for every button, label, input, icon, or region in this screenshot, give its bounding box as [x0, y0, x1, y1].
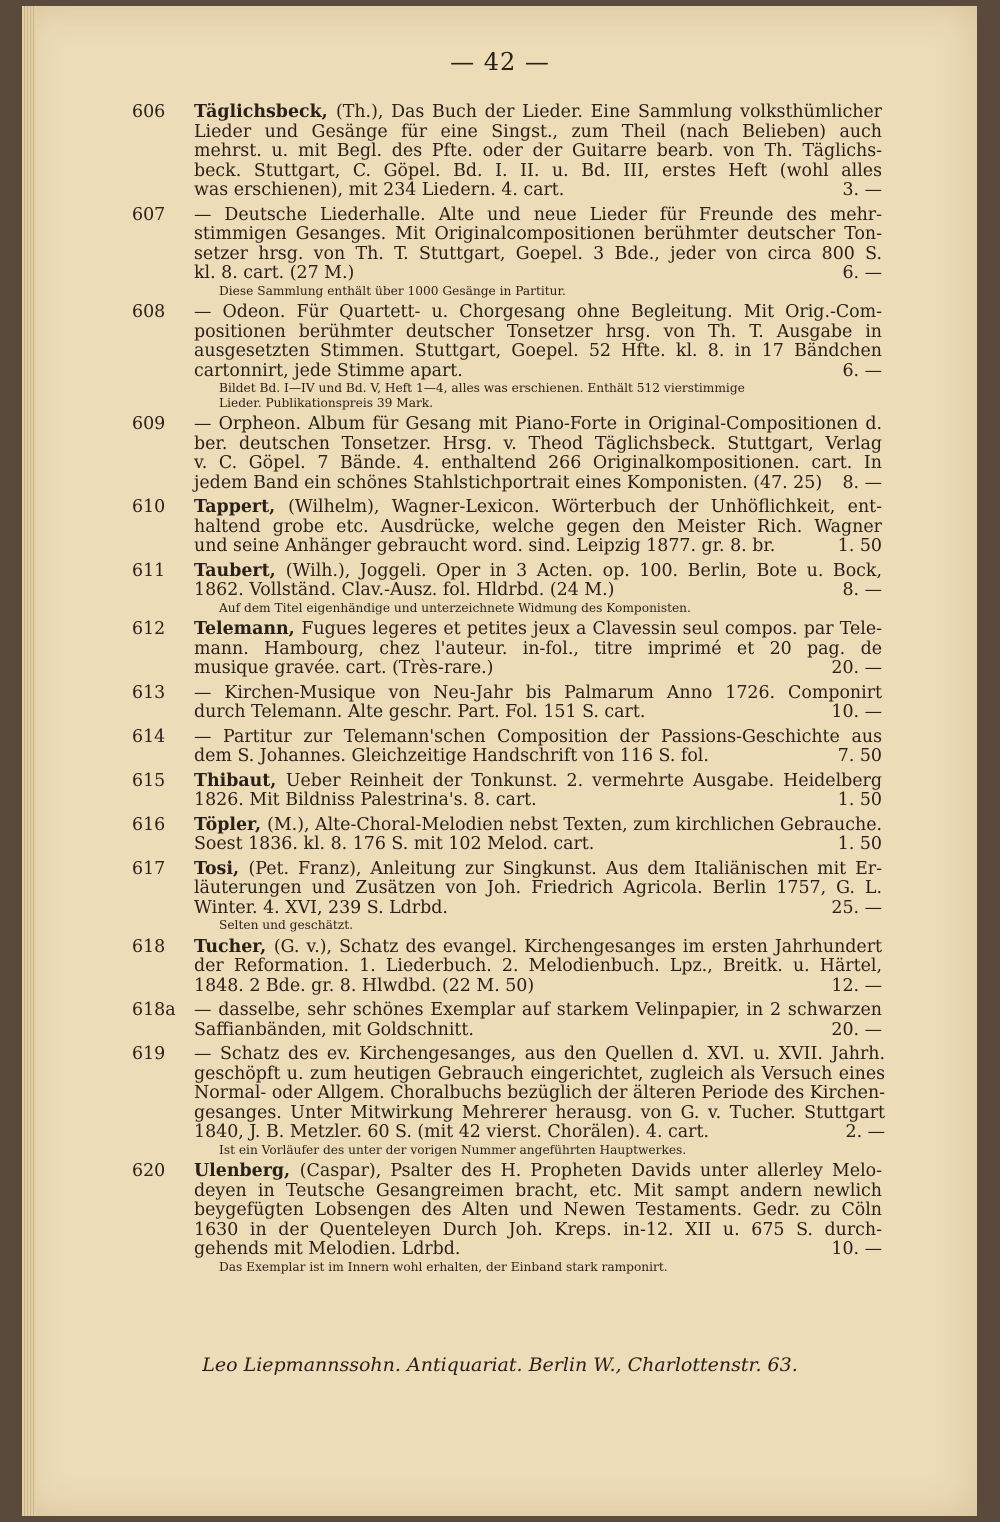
entry-line: geschöpft u. zum heutigen Gebrauch eingerichtet, zugleich als Versuch eines [194, 1063, 886, 1084]
entry-line: Töpler, (M.), Alte-Choral-Melodien nebst Texten, zum kirchlichen Gebrauche. [194, 814, 883, 835]
entry-line: — Deutsche Liederhalle. Alte und neue Lieder für Freunde des mehr- [194, 204, 882, 225]
entry-line: setzer hrsg. von Th. T. Stuttgart, Goepel. 3 Bde., jeder von circa 800 S. [194, 243, 882, 264]
entry-number: 608 [132, 302, 166, 322]
entry-line: mann. Hambourg, chez l'auteur. in-fol., titre imprimé et 20 pag. de [194, 638, 882, 659]
entry-line: Tappert, (Wilhelm), Wagner-Lexicon. Wörterbuch der Unhöflichkeit, ent- [194, 497, 883, 517]
entry-note: Ist ein Vorläufer des unter der vorigen Nummer angeführten Hauptwerkes. [219, 1142, 687, 1157]
entry-price: 1. 50 [837, 790, 882, 810]
catalog-entry [132, 620, 882, 679]
entry-number: 616 [132, 814, 166, 835]
catalog-entry [132, 206, 882, 299]
catalog-entry [132, 938, 882, 997]
catalog-entry [132, 415, 882, 493]
entry-line: positionen berühmter deutscher Tonsetzer hrsg. von Th. T. Ausgabe in [194, 321, 882, 342]
entry-note: Das Exemplar ist im Innern wohl erhalten, der Einband stark ramponirt. [219, 1259, 668, 1274]
catalog-entry [132, 103, 882, 201]
entry-line: Saffianbänden, mit Goldschnitt. 20. — [194, 1019, 882, 1040]
entry-line: — dasselbe, sehr schönes Exemplar auf starkem Velinpapier, in 2 schwarzen [194, 1000, 882, 1020]
entry-number: 613 [132, 682, 166, 703]
entry-line: Lieder und Gesänge für eine Singst., zum Theil (nach Belieben) auch [194, 121, 882, 142]
catalog-entry [132, 498, 882, 557]
entry-number: 620 [132, 1161, 166, 1181]
entry-price: 3. — [842, 180, 882, 200]
author-name: Tucher, [194, 936, 274, 957]
entry-line: Soest 1836. kl. 8. 176 S. mit 102 Melod. cart. 1. 50 [194, 834, 882, 854]
entry-number: 617 [132, 858, 166, 879]
entry-line: ber. deutschen Tonsetzer. Hrsg. v. Theod Täglichsbeck. Stuttgart, Verlag [194, 433, 882, 454]
entry-line: — Kirchen-Musique von Neu-Jahr bis Palmarum Anno 1726. Componirt [194, 682, 882, 703]
entry-price: 2. — [845, 1122, 886, 1142]
entry-number: 618 [132, 936, 166, 957]
entry-note: Auf dem Titel eigenhändige und unterzeichnete Widmung des Komponisten. [219, 600, 691, 615]
entry-line: dem S. Johannes. Gleichzeitige Handschrift von 116 S. fol. 7. 50 [194, 746, 882, 766]
catalog-entry [132, 772, 882, 811]
entry-price: 20. — [831, 1019, 882, 1040]
author-name: Tosi, [194, 858, 249, 879]
entry-price: 10. — [831, 702, 882, 722]
entry-number: 615 [132, 770, 166, 791]
catalog-entry [132, 1162, 882, 1274]
entry-line: 1826. Mit Bildniss Palestrina's. 8. cart. 1. 50 [194, 790, 882, 810]
entry-line: — Odeon. Für Quartett- u. Chorgesang ohne Begleitung. Mit Orig.-Com- [194, 302, 882, 322]
entry-line: Taubert, (Wilh.), Joggeli. Oper in 3 Acten. op. 100. Berlin, Bote u. Bock, [194, 560, 882, 581]
entry-line: der Reformation. 1. Liederbuch. 2. Melodienbuch. Lpz., Breitk. u. Härtel, [194, 956, 882, 976]
entry-line: beygefügten Lobsengen des Alten und Newen Testaments. Gedr. zu Cöln [194, 1200, 882, 1220]
entry-number: 606 [132, 102, 166, 122]
entry-line: ausgesetzten Stimmen. Stuttgart, Goepel. 52 Hfte. kl. 8. in 17 Bändchen [194, 341, 882, 361]
entry-line: stimmigen Gesanges. Mit Originalcompositionen berühmter deutscher Ton- [194, 224, 882, 244]
entry-price: 8. — [842, 472, 882, 493]
entry-line: und seine Anhänger gebraucht word. sind. Leipzig 1877. gr. 8. br. 1. 50 [194, 536, 882, 556]
entry-line: Telemann, Fugues legeres et petites jeux a Clavessin seul compos. par Tele- [194, 619, 882, 639]
catalog-entry [132, 816, 882, 855]
entry-line: Normal- oder Allgem. Choralbuchs bezüglich der älteren Periode des Kirchen- [194, 1083, 886, 1103]
entry-note: Lieder. Publikationspreis 39 Mark. [219, 395, 434, 410]
author-name: Tappert, [194, 497, 289, 517]
entry-line: 1848. 2 Bde. gr. 8. Hlwdbd. (22 M. 50) 12. — [194, 975, 882, 996]
entry-line: Ulenberg, (Caspar), Psalter des H. Propheten Davids unter allerley Melo- [194, 1161, 882, 1181]
entry-line: musique gravée. cart. (Très-rare.) 20. — [194, 658, 882, 678]
author-name: Ulenberg, [194, 1161, 300, 1181]
catalog-entries [132, 102, 886, 1279]
catalog-entry [132, 562, 882, 616]
page-edge [22, 6, 36, 1516]
author-name: Töpler, [194, 814, 268, 835]
entry-price: 10. — [831, 1239, 882, 1259]
entry-line: 1862. Vollständ. Clav.-Ausz. fol. Hldrbd. (24 M.) 8. — [194, 580, 882, 600]
entry-price: 6. — [842, 263, 882, 283]
entry-line: gesanges. Unter Mitwirkung Mehrerer herausg. von G. v. Tucher. Stuttgart [194, 1102, 886, 1123]
entry-number: 609 [132, 414, 166, 434]
entry-price: 1. 50 [837, 834, 882, 854]
entry-note: Diese Sammlung enthält über 1000 Gesänge in Partitur. [219, 283, 566, 298]
catalog-entry [132, 860, 882, 933]
entry-number: 618a [132, 1000, 176, 1020]
entry-note: Bildet Bd. I—IV und Bd. V, Heft 1—4, alles was erschienen. Enthält 512 vierstimmige [219, 381, 745, 395]
author-name: Taubert, [194, 560, 286, 581]
catalog-entry [132, 1001, 882, 1040]
entry-price: 8. — [842, 580, 882, 600]
entry-price: 12. — [831, 975, 882, 996]
entry-line: v. C. Göpel. 7 Bände. 4. enthaltend 266 Originalkompositionen. cart. In [194, 453, 882, 473]
entry-price: 25. — [831, 897, 882, 918]
entry-price: 1. 50 [837, 536, 882, 556]
entry-line: 1840, J. B. Metzler. 60 S. (mit 42 vierst. Chorälen). 4. cart. 2. — [194, 1122, 886, 1142]
entry-line: Winter. 4. XVI, 239 S. Ldrbd. 25. — [194, 897, 882, 918]
entry-line: cartonnirt, jede Stimme apart. 6. — [194, 360, 882, 381]
entry-number: 610 [132, 497, 166, 517]
entry-line: jedem Band ein schönes Stahlstichportrait eines Komponisten. (47. 25) 8. — [194, 472, 882, 493]
page-number: — 42 — [450, 48, 550, 76]
entry-line: beck. Stuttgart, C. Göpel. Bd. I. II. u. Bd. III, erstes Heft (wohl alles [194, 160, 882, 181]
entry-number: 607 [132, 204, 166, 225]
entry-line: kl. 8. cart. (27 M.) 6. — [194, 263, 882, 283]
entry-line: 1630 in der Quenteleyen Durch Joh. Kreps. in-12. XII u. 675 S. durch- [194, 1219, 882, 1240]
author-name: Telemann, [194, 619, 302, 639]
entry-note: Selten und geschätzt. [219, 918, 353, 932]
entry-line: was erschienen), mit 234 Liedern. 4. cart. 3. — [194, 180, 882, 200]
entry-line: durch Telemann. Alte geschr. Part. Fol. 151 S. cart. 10. — [194, 702, 882, 722]
entry-line: deyen in Teutsche Gesangreimen bracht, etc. Mit sampt andern newlich [194, 1180, 882, 1201]
entry-price: 20. — [831, 658, 882, 678]
entry-line: Täglichsbeck, (Th.), Das Buch der Lieder. Eine Sammlung volksthümlicher [194, 102, 882, 122]
author-name: Thibaut, [194, 770, 286, 791]
catalog-entry [132, 303, 882, 410]
catalog-entry [132, 1044, 886, 1157]
entry-line: haltend grobe etc. Ausdrücke, welche gegen den Meister Rich. Wagner [194, 516, 882, 537]
entry-line: Thibaut, Ueber Reinheit der Tonkunst. 2. vermehrte Ausgabe. Heidelberg [194, 770, 882, 791]
entry-price: 7. 50 [837, 746, 882, 766]
entry-number: 619 [132, 1044, 166, 1064]
entry-line: mehrst. u. mit Begl. des Pfte. oder der Guitarre bearb. von Th. Täglichs- [194, 141, 882, 161]
entry-line: gehends mit Melodien. Ldrbd. 10. — [194, 1239, 882, 1259]
entry-number: 612 [132, 619, 166, 639]
catalog-entry [132, 728, 882, 767]
entry-line: — Schatz des ev. Kirchengesanges, aus den Quellen d. XVI. u. XVII. Jahrh. [194, 1044, 886, 1064]
entry-line: läuterungen und Zusätzen von Joh. Friedrich Agricola. Berlin 1757, G. L. [194, 878, 882, 898]
catalog-entry [132, 684, 882, 723]
entry-line: Tosi, (Pet. Franz), Anleitung zur Singkunst. Aus dem Italiänischen mit Er- [194, 858, 882, 879]
publisher-footer: Leo Liepmannssohn. Antiquariat. Berlin W., Charlottenstr. 63. [202, 1354, 798, 1376]
author-name: Täglichsbeck, [194, 102, 336, 122]
entry-line: — Orpheon. Album für Gesang mit Piano-Forte in Original-Compositionen d. [194, 414, 882, 434]
entry-line: — Partitur zur Telemann'schen Composition der Passions-Geschichte aus [194, 726, 882, 747]
entry-line: Tucher, (G. v.), Schatz des evangel. Kirchengesanges im ersten Jahrhundert [194, 936, 883, 957]
entry-number: 614 [132, 726, 166, 747]
entry-number: 611 [132, 560, 166, 581]
entry-price: 6. — [842, 360, 882, 381]
